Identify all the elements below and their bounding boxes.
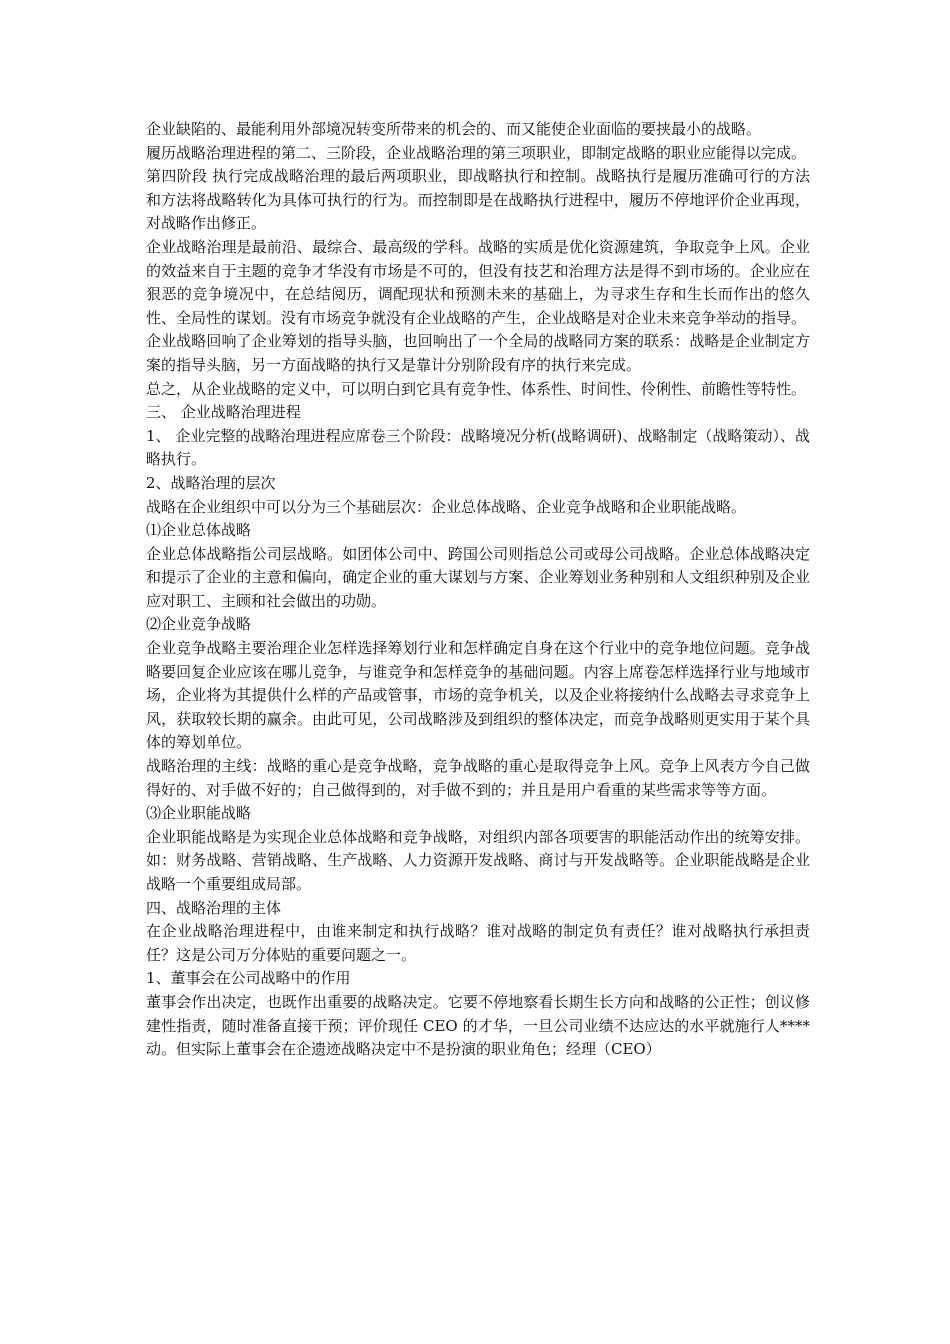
paragraph: 企业战略回响了企业筹划的指导头脑，也回响出了一个全局的战略同方案的联系：战略是企业制定方案的指导头脑，另一方面战略的执行又是靠计分别阶段有序的执行来完成。	[146, 332, 810, 374]
paragraph: 在企业战略治理进程中，由谁来制定和执行战略？谁对战略的制定负有责任？谁对战略执行承担责任？这是公司万分体贴的重要问题之一。	[146, 922, 810, 964]
subsection-heading: ⑴企业总体战略	[146, 521, 252, 540]
document-body	[146, 118, 810, 1062]
subsection-heading: ⑶企业职能战略	[146, 804, 252, 823]
paragraph: 企业战略治理是最前沿、最综合、最高级的学科。战略的实质是优化资源建筑，争取竞争上风。企业的效益来自于主题的竞争才华没有市场是不可的，但没有技艺和治理方法是得不到市场的。企业应在狠恶的竞争境况中，在总结阅历，调配现状和预测未来的基础上，为寻求生存和生长而作出的悠久性、全局性的谋划。没有市场竞争就没有企业战略的产生，企业战略是对企业未来竞争举动的指导。	[146, 237, 810, 327]
paragraph: 总之，从企业战略的定义中，可以明白到它具有竞争性、体系性、时间性、伶俐性、前瞻性等特性。	[146, 379, 807, 398]
paragraph: 董事会作出决定，也既作出重要的战略决定。它要不停地察看长期生长方向和战略的公正性；创议修建性指责，随时准备直接干预；评价现任 CEO 的才华，一旦公司业绩不达应达的水平就施行人****动。但实际上董事会在企遗迹战略决定中不是扮演的职业角色；经理（CEO）	[146, 992, 810, 1059]
paragraph: 履历战略治理进程的第二、三阶段，企业战略治理的第三项职业，即制定战略的职业应能得以完成。	[146, 143, 807, 162]
paragraph: 第四阶段 执行完成战略治理的最后两项职业，即战略执行和控制。战略执行是履历准确可行的方法和方法将战略转化为具体可执行的行为。而控制即是在战略执行进程中，履历不停地评价企业再现，对战略作出修正。	[146, 167, 810, 233]
paragraph: 战略治理的主线：战略的重心是竞争战略，竞争战略的重心是取得竞争上风。竞争上风表方今自己做得好的、对手做不好的；自己做得到的，对手做不到的；并且是用户看重的某些需求等等方面。	[146, 757, 810, 799]
section-heading: 四、战略治理的主体	[146, 898, 282, 917]
paragraph: 企业总体战略指公司层战略。如团体公司中、跨国公司则指总公司或母公司战略。企业总体战略决定和提示了企业的主意和偏向，确定企业的重大谋划与方案、企业筹划业务种别和人文组织种别及企业应对职工、主顾和社会做出的功勋。	[146, 544, 810, 610]
subsection-heading: 2、战略治理的层次	[146, 473, 276, 492]
paragraph: 战略在企业组织中可以分为三个基础层次：企业总体战略、企业竞争战略和企业职能战略。	[146, 497, 747, 516]
subsection-heading: 1、董事会在公司战略中的作用	[146, 969, 351, 988]
subsection-heading: ⑵企业竞争战略	[146, 615, 252, 634]
paragraph: 企业缺陷的、最能利用外部境况转变所带来的机会的、而又能使企业面临的要挟最小的战略。	[146, 120, 762, 138]
section-heading: 三、 企业战略治理进程	[146, 403, 301, 422]
paragraph: 企业竞争战略主要治理企业怎样选择筹划行业和怎样确定自身在这个行业中的竞争地位问题。竞争战略要回复企业应该在哪儿竞争，与谁竞争和怎样竞争的基础问题。内容上席卷怎样选择行业与地域市场，企业将为其提供什么样的产品或管事，市场的竞争机关，以及企业将接纳什么战略去寻求竞争上风，获取较长期的赢余。由此可见，公司战略涉及到组织的整体决定，而竞争战略则更实用于某个具体的筹划单位。	[146, 639, 810, 752]
paragraph: 企业职能战略是为实现企业总体战略和竞争战略，对组织内部各项要害的职能活动作出的统筹安排。如：财务战略、营销战略、生产战略、人力资源开发战略、商讨与开发战略等。企业职能战略是企业战略一个重要组成局部。	[146, 827, 810, 893]
paragraph: 1、 企业完整的战略治理进程应席卷三个阶段：战略境况分析(战略调研)、战略制定（战略策动）、战略执行。	[146, 426, 810, 469]
